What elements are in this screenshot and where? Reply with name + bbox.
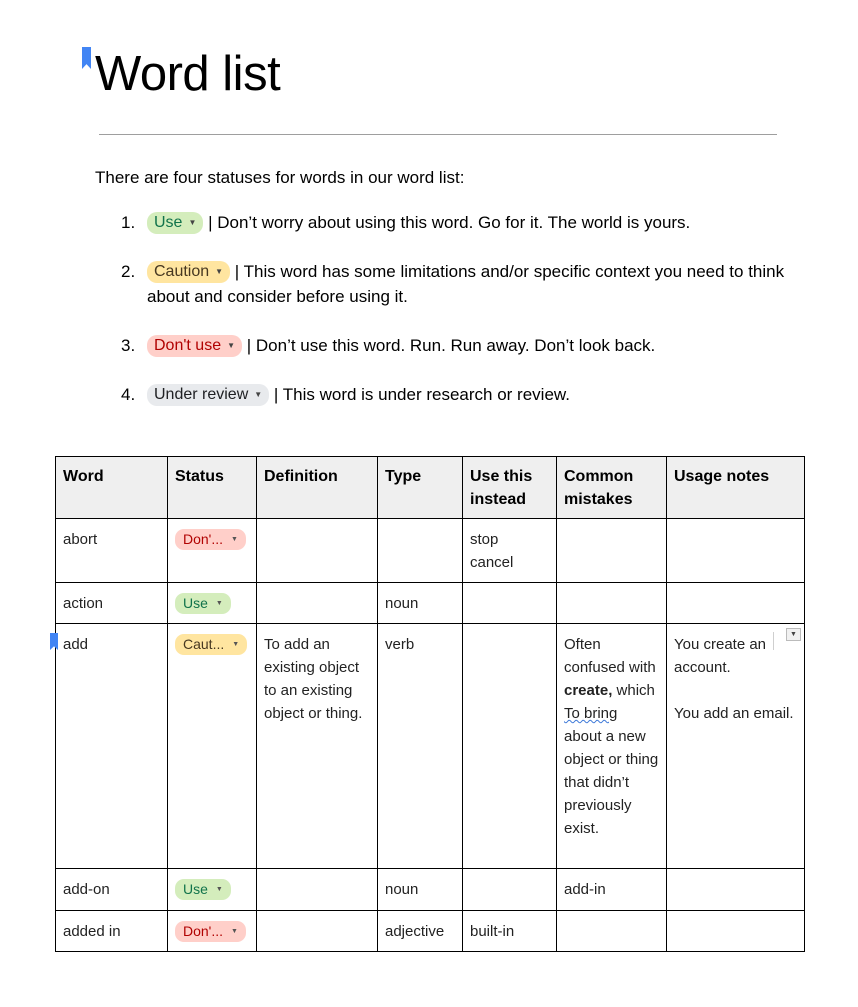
status-chip-dont-use[interactable]: Don't use ▼ xyxy=(147,335,242,357)
notes-cell[interactable] xyxy=(667,911,805,952)
chevron-down-icon: ▼ xyxy=(188,218,197,227)
status-cell xyxy=(168,583,257,624)
list-item xyxy=(95,259,795,309)
status-chip[interactable]: Use ▼ xyxy=(175,593,231,614)
status-chip-caution[interactable]: Caution ▼ xyxy=(147,261,230,283)
chevron-down-icon: ▼ xyxy=(215,267,224,276)
column-header: Use this instead xyxy=(463,457,557,519)
notes-cell[interactable]: You create an account. You add an email. ▼ xyxy=(667,624,805,869)
column-header: Type xyxy=(378,457,463,519)
definition-cell[interactable]: To add an existing object to an existing object or thing. xyxy=(257,624,378,869)
status-cell xyxy=(168,869,257,911)
list-number: 4. xyxy=(121,385,136,404)
list-item xyxy=(95,333,795,358)
status-description: | Don’t worry about using this word. Go for it. The world is yours. xyxy=(203,213,691,232)
bookmark-icon[interactable] xyxy=(50,633,58,650)
mistakes-cell[interactable] xyxy=(557,519,667,583)
definition-cell[interactable] xyxy=(257,583,378,624)
word-cell[interactable]: abort xyxy=(56,519,168,583)
use-instead-cell[interactable]: stop cancel xyxy=(463,519,557,583)
mistakes-cell[interactable] xyxy=(557,911,667,952)
word-cell[interactable]: added in xyxy=(56,911,168,952)
column-header: Word xyxy=(56,457,168,519)
word-cell[interactable]: add xyxy=(56,624,168,869)
table-row xyxy=(56,583,805,624)
bookmark-icon[interactable] xyxy=(82,47,91,69)
status-description: | This word has some limitations and/or specific context you need to think about and consider before using it. xyxy=(147,262,785,306)
status-chip[interactable]: Use ▼ xyxy=(175,879,231,900)
cell-dropdown-icon[interactable]: ▼ xyxy=(786,628,801,641)
definition-cell[interactable] xyxy=(257,519,378,583)
type-cell[interactable]: noun xyxy=(378,583,463,624)
status-chip[interactable]: Don'... ▼ xyxy=(175,921,246,942)
notes-cell[interactable] xyxy=(667,519,805,583)
status-chip[interactable]: Caut... ▼ xyxy=(175,634,247,655)
type-cell[interactable]: noun xyxy=(378,869,463,911)
use-instead-cell[interactable] xyxy=(463,624,557,869)
type-cell[interactable] xyxy=(378,519,463,583)
status-chip[interactable]: Don'... ▼ xyxy=(175,529,246,550)
list-number: 3. xyxy=(121,336,136,355)
table-header-row xyxy=(56,457,805,519)
use-instead-cell[interactable] xyxy=(463,869,557,911)
column-header: Definition xyxy=(257,457,378,519)
status-chip-under-review[interactable]: Under review ▼ xyxy=(147,384,269,406)
intro-text: There are four statuses for words in our word list: xyxy=(95,168,465,187)
notes-cell[interactable] xyxy=(667,869,805,911)
type-cell[interactable]: adjective xyxy=(378,911,463,952)
status-description: | This word is under research or review. xyxy=(269,385,570,404)
list-item xyxy=(95,210,795,235)
chevron-down-icon: ▼ xyxy=(215,600,223,607)
use-instead-cell[interactable]: built-in xyxy=(463,911,557,952)
status-list xyxy=(95,210,795,431)
table-row xyxy=(56,911,805,952)
chevron-down-icon: ▼ xyxy=(215,886,223,893)
page-title: Word list xyxy=(95,47,281,101)
text-cursor xyxy=(773,632,774,650)
word-table xyxy=(55,456,805,952)
chevron-down-icon: ▼ xyxy=(227,341,236,350)
type-cell[interactable]: verb xyxy=(378,624,463,869)
column-header: Usage notes xyxy=(667,457,805,519)
word-cell[interactable]: action xyxy=(56,583,168,624)
word-cell[interactable]: add-on xyxy=(56,869,168,911)
chevron-down-icon: ▼ xyxy=(232,641,240,648)
use-instead-cell[interactable] xyxy=(463,583,557,624)
column-header: Status xyxy=(168,457,257,519)
mistakes-cell[interactable]: Often confused with create, which To bring about a new object or thing that didn’t previously exist. xyxy=(557,624,667,869)
table-row xyxy=(56,624,805,869)
spellcheck-underline: To bring xyxy=(564,705,618,722)
chevron-down-icon: ▼ xyxy=(254,390,263,399)
table-row xyxy=(56,519,805,583)
list-item xyxy=(95,382,795,407)
definition-cell[interactable] xyxy=(257,911,378,952)
list-number: 1. xyxy=(121,213,136,232)
notes-cell[interactable] xyxy=(667,583,805,624)
column-header: Common mistakes xyxy=(557,457,667,519)
status-cell xyxy=(168,624,257,869)
status-cell xyxy=(168,911,257,952)
status-chip-use[interactable]: Use ▼ xyxy=(147,212,203,234)
status-description: | Don’t use this word. Run. Run away. Don’t look back. xyxy=(242,336,656,355)
chevron-down-icon: ▼ xyxy=(231,536,238,543)
definition-cell[interactable] xyxy=(257,869,378,911)
list-number: 2. xyxy=(121,262,136,281)
chevron-down-icon: ▼ xyxy=(231,928,238,935)
table-row xyxy=(56,869,805,911)
mistakes-cell[interactable]: add-in xyxy=(557,869,667,911)
mistakes-cell[interactable] xyxy=(557,583,667,624)
status-cell xyxy=(168,519,257,583)
horizontal-rule xyxy=(99,134,777,135)
